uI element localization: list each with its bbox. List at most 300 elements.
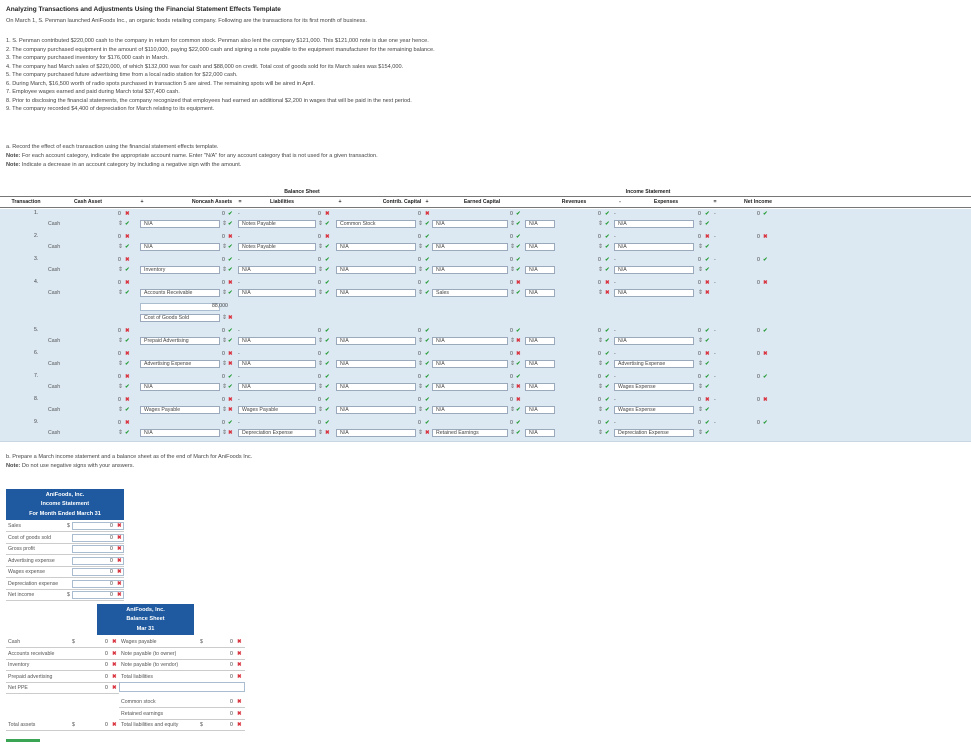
cash-result-icon: ✖: [125, 257, 130, 263]
ec-account-select[interactable]: N/A: [432, 360, 508, 368]
ec-na-select[interactable]: N/A: [525, 337, 555, 345]
liab-account-select[interactable]: Notes Payable: [238, 243, 316, 251]
stepper-icon[interactable]: ⇕: [598, 361, 604, 367]
is-row-label: Gross profit: [8, 546, 35, 552]
ec-amount: 0: [510, 397, 513, 403]
is-result-icon: ✖: [117, 569, 122, 575]
transaction-number: 3.: [34, 256, 39, 262]
minus-dash: -: [614, 374, 616, 380]
noncash-result-icon: ✔: [228, 374, 233, 380]
equals-dash: -: [238, 211, 240, 217]
rev-result-icon: ✔: [605, 257, 610, 263]
stepper-icon[interactable]: ⇕: [598, 267, 604, 273]
stepper-icon[interactable]: ⇕: [222, 315, 228, 321]
bs-equity-label: Common stock: [121, 699, 156, 705]
stepper-icon[interactable]: ⇕: [118, 221, 124, 227]
stepper-icon[interactable]: ⇕: [222, 290, 228, 296]
cash-amount: 0: [118, 328, 121, 334]
cc-account-select[interactable]: N/A: [336, 243, 416, 251]
liab-amount: 0: [318, 328, 321, 334]
cc-check-icon: ✔: [425, 384, 430, 390]
rev-account-select[interactable]: Depreciation Expense: [614, 429, 694, 437]
ec-account-select[interactable]: N/A: [432, 406, 508, 414]
ec-na-select[interactable]: N/A: [525, 243, 555, 251]
ec-na-select[interactable]: N/A: [525, 383, 555, 391]
header-rule-top: [0, 196, 971, 197]
bs-title: Balance Sheet: [126, 616, 165, 622]
col-header: Revenues: [561, 199, 587, 205]
netincome-result-icon: ✔: [763, 328, 768, 334]
stepper-icon[interactable]: ⇕: [418, 407, 424, 413]
cash-amount: 0: [118, 397, 121, 403]
is-row-label: Wages expense: [8, 569, 46, 575]
stepper-icon[interactable]: ⇕: [118, 407, 124, 413]
bs-asset-icon: ✖: [112, 639, 117, 645]
ec-na-select[interactable]: N/A: [525, 406, 555, 414]
stepper-icon[interactable]: ⇕: [118, 384, 124, 390]
rev-account-select[interactable]: Advertising Expense: [614, 360, 694, 368]
stepper-icon[interactable]: ⇕: [118, 290, 124, 296]
is-currency: $: [67, 523, 70, 529]
liab-amount: 0: [318, 257, 321, 263]
is-amount: 0: [110, 534, 113, 541]
bs-asset-amount: 0: [105, 673, 108, 680]
bs-liab-label: Wages payable: [121, 639, 157, 645]
stepper-icon[interactable]: ⇕: [418, 267, 424, 273]
stepper-icon[interactable]: ⇕: [222, 221, 228, 227]
liab-account-select[interactable]: Wages Payable: [238, 406, 316, 414]
rev-amount: 0: [598, 234, 601, 240]
liab-account-select[interactable]: N/A: [238, 337, 316, 345]
equals-dash: -: [238, 374, 240, 380]
stepper-icon[interactable]: ⇕: [698, 384, 704, 390]
stepper-icon[interactable]: ⇕: [510, 290, 516, 296]
ec-account-select[interactable]: Retained Earnings: [432, 429, 508, 437]
liab-amount: 0: [318, 420, 321, 426]
exp-amount: 0: [698, 328, 701, 334]
stepper-icon[interactable]: ⇕: [510, 407, 516, 413]
transaction-number: 7.: [34, 373, 39, 379]
ec-check-icon: ✔: [516, 267, 521, 273]
liab-account-select[interactable]: Depreciation Expense: [238, 429, 316, 437]
bs-total-assets-label: Total assets: [8, 722, 36, 728]
stepper-icon[interactable]: ⇕: [510, 244, 516, 250]
minus-dash: -: [614, 280, 616, 286]
ec-account-select[interactable]: Sales: [432, 289, 508, 297]
stepper-icon[interactable]: ⇕: [598, 384, 604, 390]
stepper-icon[interactable]: ⇕: [222, 430, 228, 436]
netincome-result-icon: ✔: [763, 420, 768, 426]
noncash-amount: 0: [222, 234, 225, 240]
income-statement-title-block: [6, 489, 124, 520]
stepper-icon[interactable]: ⇕: [598, 407, 604, 413]
bs-asset-label: Net PPE: [8, 685, 28, 691]
cash-result-icon: ✖: [125, 328, 130, 334]
rev-check-icon: ✔: [605, 244, 610, 250]
col-header: Contrib. Capital: [382, 199, 422, 205]
cc-check-icon: ✔: [425, 407, 430, 413]
ec-amount: 0: [510, 257, 513, 263]
rev-result-icon: ✖: [605, 280, 610, 286]
stepper-icon[interactable]: ⇕: [418, 430, 424, 436]
exp-check-icon: ✔: [705, 244, 710, 250]
transaction-item: 2. The company purchased equipment in the amount of $110,000, paying $22,000 cash and signing a note payable to the equipment manufacturer for the remaining balance.: [6, 46, 435, 53]
is-row-label: Sales: [8, 523, 21, 529]
stepper-icon[interactable]: ⇕: [698, 361, 704, 367]
stepper-icon[interactable]: ⇕: [118, 338, 124, 344]
transaction-item: 8. Prior to disclosing the financial statements, the company recognized that employees had earned an additional $2,200 in wages that will be paid in the next period.: [6, 97, 412, 104]
stepper-icon[interactable]: ⇕: [598, 338, 604, 344]
ec-account-select[interactable]: N/A: [432, 337, 508, 345]
exp-result-icon: ✖: [705, 280, 710, 286]
exp-amount: 0: [698, 374, 701, 380]
noncash-result-icon: ✖: [228, 234, 233, 240]
ec-account-select[interactable]: N/A: [432, 220, 508, 228]
noncash-check-icon: ✖: [228, 407, 233, 413]
stepper-icon[interactable]: ⇕: [510, 361, 516, 367]
ec-na-select[interactable]: N/A: [525, 360, 555, 368]
stepper-icon[interactable]: ⇕: [118, 361, 124, 367]
cash-amount: 0: [118, 420, 121, 426]
equals-dash: -: [238, 397, 240, 403]
netincome-result-icon: ✖: [763, 234, 768, 240]
liab-account-select[interactable]: N/A: [238, 266, 316, 274]
ec-amount: 0: [510, 211, 513, 217]
liab-result-icon: ✔: [325, 280, 330, 286]
bs-asset-icon: ✖: [112, 662, 117, 668]
ec-amount: 0: [510, 280, 513, 286]
liab-account-select[interactable]: N/A: [238, 383, 316, 391]
liab-account-select[interactable]: N/A: [238, 289, 316, 297]
stepper-icon[interactable]: ⇕: [318, 338, 324, 344]
cash-label: Cash: [48, 290, 61, 296]
stepper-icon[interactable]: ⇕: [222, 361, 228, 367]
rev-account-select[interactable]: N/A: [614, 243, 694, 251]
liab-result-icon: ✖: [325, 211, 330, 217]
noncash-result-icon: ✔: [228, 328, 233, 334]
stepper-icon[interactable]: ⇕: [118, 430, 124, 436]
ec-result-icon: ✔: [516, 257, 521, 263]
stepper-icon[interactable]: ⇕: [698, 221, 704, 227]
rev-amount: 0: [598, 420, 601, 426]
exp-result-icon: ✔: [705, 374, 710, 380]
noncash-amount: 0: [222, 328, 225, 334]
rev-result-icon: ✔: [605, 328, 610, 334]
ec-check-icon: ✖: [516, 338, 521, 344]
transaction-number: 9.: [34, 419, 39, 425]
ec-na-select[interactable]: N/A: [525, 220, 555, 228]
ec-account-select[interactable]: N/A: [432, 243, 508, 251]
exp-result-icon: ✔: [705, 211, 710, 217]
rev-amount: 0: [598, 211, 601, 217]
liab-check-icon: ✔: [325, 384, 330, 390]
cc-account-select[interactable]: N/A: [336, 289, 416, 297]
stepper-icon[interactable]: ⇕: [598, 430, 604, 436]
rev-result-icon: ✔: [605, 374, 610, 380]
stepper-icon[interactable]: ⇕: [222, 384, 228, 390]
is-row-label: Advertising expense: [8, 557, 55, 564]
noncash-amount: 0: [222, 351, 225, 357]
netincome-result-icon: ✖: [763, 280, 768, 286]
col-header: +: [338, 199, 342, 205]
stepper-icon[interactable]: ⇕: [598, 221, 604, 227]
exp-check-icon: ✔: [705, 430, 710, 436]
cc-result-icon: ✔: [425, 257, 430, 263]
ec-account-select[interactable]: N/A: [432, 383, 508, 391]
transaction-item: 3. The company purchased inventory for $176,000 cash in March.: [6, 55, 169, 61]
stepper-icon[interactable]: ⇕: [418, 244, 424, 250]
equals-dash: -: [714, 420, 716, 426]
equals-dash: -: [238, 257, 240, 263]
ec-na-select[interactable]: N/A: [525, 289, 555, 297]
stepper-icon[interactable]: ⇕: [510, 338, 516, 344]
liab-check-icon: ✔: [325, 407, 330, 413]
cc-amount: 0: [418, 211, 421, 217]
rev-check-icon: ✔: [605, 338, 610, 344]
stepper-icon[interactable]: ⇕: [698, 290, 704, 296]
cc-result-icon: ✔: [425, 420, 430, 426]
stepper-icon[interactable]: ⇕: [318, 407, 324, 413]
ec-na-select[interactable]: N/A: [525, 266, 555, 274]
netincome-amount: 0: [757, 374, 760, 380]
stepper-icon[interactable]: ⇕: [698, 267, 704, 273]
noncash-account-select[interactable]: Inventory: [140, 266, 220, 274]
intro-text: On March 1, S. Penman launched AniFoods Inc., an organic foods retailing company. Following are the transactions for its first month of business.: [6, 18, 367, 24]
noncash-result-icon: ✖: [228, 351, 233, 357]
stepper-icon[interactable]: ⇕: [418, 338, 424, 344]
liab-account-select[interactable]: N/A: [238, 360, 316, 368]
note-3: Note: Do not use negative signs with your answers.: [6, 463, 135, 469]
bs-asset-label: Inventory: [8, 662, 30, 668]
noncash-result-icon: ✔: [228, 257, 233, 263]
cash-amount: 0: [118, 280, 121, 286]
exp-amount: 0: [698, 280, 701, 286]
noncash-account-select[interactable]: Accounts Receivable: [140, 289, 220, 297]
ec-result-icon: ✔: [516, 374, 521, 380]
noncash-account-select[interactable]: N/A: [140, 243, 220, 251]
noncash-account-select[interactable]: N/A: [140, 383, 220, 391]
cc-check-icon: ✔: [425, 244, 430, 250]
exp-amount: 0: [698, 397, 701, 403]
stepper-icon[interactable]: ⇕: [510, 384, 516, 390]
ec-amount: 0: [510, 234, 513, 240]
cc-account-select[interactable]: N/A: [336, 406, 416, 414]
bs-blank-input[interactable]: [119, 682, 245, 692]
noncash-account-select[interactable]: N/A: [140, 220, 220, 228]
stepper-icon[interactable]: ⇕: [318, 361, 324, 367]
cc-check-icon: ✔: [425, 290, 430, 296]
stepper-icon[interactable]: ⇕: [118, 267, 124, 273]
cc-check-icon: ✔: [425, 361, 430, 367]
stepper-icon[interactable]: ⇕: [318, 290, 324, 296]
is-amount: 0: [110, 580, 113, 587]
exp-amount: 0: [698, 420, 701, 426]
stepper-icon[interactable]: ⇕: [418, 290, 424, 296]
noncash-check-icon: ✔: [228, 221, 233, 227]
transaction-item: 7. Employee wages earned and paid during March total $37,400 cash.: [6, 89, 180, 95]
minus-dash: -: [614, 328, 616, 334]
cc-result-icon: ✔: [425, 328, 430, 334]
is-row-label: Depreciation expense: [8, 580, 59, 587]
noncash-check-icon: ✔: [228, 384, 233, 390]
equals-dash: -: [238, 280, 240, 286]
stepper-icon[interactable]: ⇕: [510, 430, 516, 436]
ec-check-icon: ✔: [516, 407, 521, 413]
liab-account-select[interactable]: Notes Payable: [238, 220, 316, 228]
bs-asset-label: Accounts receivable: [8, 650, 55, 657]
stepper-icon[interactable]: ⇕: [418, 384, 424, 390]
exp-result-icon: ✔: [705, 257, 710, 263]
bs-equity-amount: 0: [230, 699, 233, 705]
cc-account-select[interactable]: N/A: [336, 429, 416, 437]
cash-amount: 0: [118, 234, 121, 240]
cc-account-select[interactable]: N/A: [336, 383, 416, 391]
exp-check-icon: ✔: [705, 338, 710, 344]
bs-asset-icon: ✖: [112, 685, 117, 691]
liab-check-icon: ✔: [325, 244, 330, 250]
income-statement-header: Income Statement: [625, 189, 671, 195]
col-header: -: [619, 199, 621, 205]
transaction-number: 1.: [34, 210, 39, 216]
noncash-extra-amount[interactable]: [140, 303, 220, 311]
bs-asset-row: [6, 637, 119, 648]
ec-amount: 0: [510, 328, 513, 334]
bs-liab-amount: 0: [230, 639, 233, 645]
ec-na-select[interactable]: N/A: [525, 429, 555, 437]
cc-amount: 0: [418, 280, 421, 286]
rev-account-select[interactable]: Wages Expense: [614, 406, 694, 414]
stepper-icon[interactable]: ⇕: [222, 407, 228, 413]
exp-amount: 0: [698, 351, 701, 357]
cc-amount: 0: [418, 420, 421, 426]
stepper-icon[interactable]: ⇕: [318, 221, 324, 227]
cash-label: Cash: [48, 361, 61, 367]
bs-equity-label: Retained earnings: [121, 710, 164, 717]
bs-liab-amount: 0: [230, 662, 233, 668]
bs-company: AniFoods, Inc.: [126, 607, 165, 613]
liab-amount: 0: [318, 280, 321, 286]
exp-amount: 0: [698, 257, 701, 263]
stepper-icon[interactable]: ⇕: [510, 221, 516, 227]
rev-account-select[interactable]: N/A: [614, 289, 694, 297]
bs-asset-icon: ✖: [112, 650, 117, 657]
netincome-result-icon: ✖: [763, 397, 768, 403]
row-divider: [0, 441, 971, 442]
noncash-extra-select[interactable]: Cost of Goods Sold: [140, 314, 220, 322]
cash-result-icon: ✖: [125, 211, 130, 217]
is-title: Income Statement: [40, 501, 90, 507]
cc-account-select[interactable]: N/A: [336, 360, 416, 368]
noncash-account-select[interactable]: Wages Payable: [140, 406, 220, 414]
cc-account-select[interactable]: N/A: [336, 337, 416, 345]
noncash-check-icon: ✔: [228, 338, 233, 344]
equals-dash: -: [714, 374, 716, 380]
stepper-icon[interactable]: ⇕: [418, 221, 424, 227]
stepper-icon[interactable]: ⇕: [418, 361, 424, 367]
stepper-icon[interactable]: ⇕: [698, 244, 704, 250]
cc-amount: 0: [418, 328, 421, 334]
bs-asset-amount: 0: [105, 685, 108, 691]
stepper-icon[interactable]: ⇕: [222, 267, 228, 273]
cash-label: Cash: [48, 267, 61, 273]
stepper-icon[interactable]: ⇕: [318, 430, 324, 436]
liab-result-icon: ✔: [325, 257, 330, 263]
bs-equity-label: Total liabilities and equity: [121, 722, 179, 728]
is-amount: 0: [110, 523, 113, 529]
cc-account-select[interactable]: N/A: [336, 266, 416, 274]
cash-label: Cash: [48, 384, 61, 390]
stepper-icon[interactable]: ⇕: [118, 244, 124, 250]
rev-result-icon: ✔: [605, 234, 610, 240]
netincome-result-icon: ✖: [763, 351, 768, 357]
rev-account-select[interactable]: N/A: [614, 266, 694, 274]
is-result-icon: ✖: [117, 557, 122, 564]
liab-amount: 0: [318, 351, 321, 357]
minus-dash: -: [614, 420, 616, 426]
stepper-icon[interactable]: ⇕: [318, 244, 324, 250]
exp-check-icon: ✔: [705, 221, 710, 227]
bs-liab-label: Total liabilities: [121, 673, 154, 680]
ec-amount: 0: [510, 374, 513, 380]
bs-asset-amount: 0: [105, 639, 108, 645]
col-header: Cash Asset: [73, 199, 103, 205]
equals-dash: -: [714, 257, 716, 263]
stepper-icon[interactable]: ⇕: [698, 338, 704, 344]
rev-result-icon: ✔: [605, 397, 610, 403]
exp-result-icon: ✖: [705, 397, 710, 403]
bs-asset-icon: ✖: [112, 673, 117, 680]
noncash-amount: 0: [222, 280, 225, 286]
rev-account-select[interactable]: Wages Expense: [614, 383, 694, 391]
liab-check-icon: ✔: [325, 290, 330, 296]
ec-result-icon: ✔: [516, 234, 521, 240]
rev-account-select[interactable]: N/A: [614, 220, 694, 228]
bs-equity-icon: ✖: [237, 699, 242, 705]
noncash-account-select[interactable]: Prepaid Advertising: [140, 337, 220, 345]
bs-liab-icon: ✖: [237, 673, 242, 680]
liab-check-icon: ✖: [325, 430, 330, 436]
netincome-result-icon: ✔: [763, 374, 768, 380]
liab-result-icon: ✔: [325, 420, 330, 426]
transaction-item: 6. During March, $16,500 worth of radio spots purchased in transaction 5 are aired. The remaining spots will be aired in April.: [6, 80, 315, 87]
stepper-icon[interactable]: ⇕: [222, 338, 228, 344]
stepper-icon[interactable]: ⇕: [698, 430, 704, 436]
cc-check-icon: ✔: [425, 338, 430, 344]
stepper-icon[interactable]: ⇕: [698, 407, 704, 413]
stepper-icon[interactable]: ⇕: [598, 290, 604, 296]
netincome-amount: 0: [757, 257, 760, 263]
stepper-icon[interactable]: ⇕: [222, 244, 228, 250]
col-header: Net Income: [744, 199, 772, 205]
rev-account-select[interactable]: N/A: [614, 337, 694, 345]
stepper-icon[interactable]: ⇕: [318, 384, 324, 390]
netincome-result-icon: ✔: [763, 211, 768, 217]
ec-account-select[interactable]: N/A: [432, 266, 508, 274]
stepper-icon[interactable]: ⇕: [598, 244, 604, 250]
stepper-icon[interactable]: ⇕: [510, 267, 516, 273]
cc-result-icon: ✔: [425, 234, 430, 240]
stepper-icon[interactable]: ⇕: [318, 267, 324, 273]
noncash-account-select[interactable]: Advertising Expense: [140, 360, 220, 368]
noncash-account-select[interactable]: N/A: [140, 429, 220, 437]
rev-amount: 0: [598, 374, 601, 380]
bs-date: Mar 31: [136, 626, 155, 632]
cc-account-select[interactable]: Common Stock: [336, 220, 416, 228]
cc-result-icon: ✔: [425, 397, 430, 403]
balance-sheet-header: Balance Sheet: [284, 189, 320, 195]
cash-result-icon: ✖: [125, 234, 130, 240]
equals-dash: -: [714, 280, 716, 286]
